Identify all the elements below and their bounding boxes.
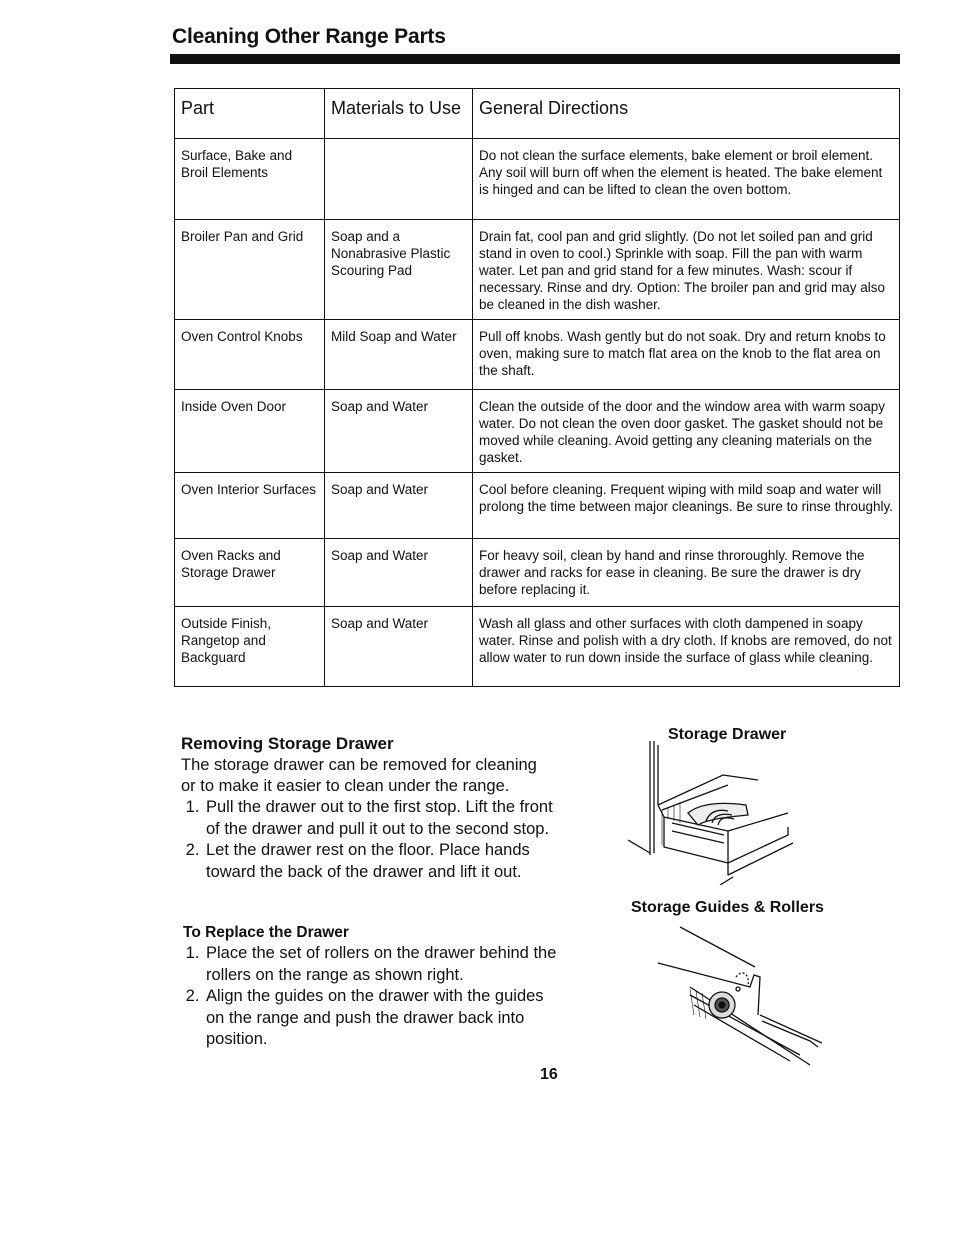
page-title: Cleaning Other Range Parts [172, 25, 446, 48]
cell-materials: Soap and Water [325, 473, 473, 539]
cell-part: Surface, Bake and Broil Elements [175, 139, 325, 220]
table-row [175, 473, 900, 539]
cell-part: Outside Finish, Rangetop and Backguard [175, 607, 325, 687]
cell-materials: Soap and Water [325, 539, 473, 607]
storage-drawer-illustration [628, 735, 803, 885]
cell-directions: Pull off knobs. Wash gently but do not soak. Dry and return knobs to oven, making sure to match flat area on the knob to the flat area on the shaft. [473, 320, 900, 390]
replacing-heading: To Replace the Drawer [183, 924, 349, 941]
guides-figure-label: Storage Guides & Rollers [631, 899, 824, 916]
cleaning-table [174, 88, 900, 687]
cell-materials: Mild Soap and Water [325, 320, 473, 390]
table-header-row [175, 89, 900, 139]
cell-part: Broiler Pan and Grid [175, 220, 325, 320]
cell-directions: Do not clean the surface elements, bake element or broil element. Any soil will burn off when the element is heated. The bake element is hinged and can be lifted to clean the oven bottom. [473, 139, 900, 220]
cell-directions: For heavy soil, clean by hand and rinse throroughly. Remove the drawer and racks for ease in cleaning. Be sure the drawer is dry before replacing it. [473, 539, 900, 607]
cell-part: Oven Interior Surfaces [175, 473, 325, 539]
table-row [175, 390, 900, 473]
table-row [175, 220, 900, 320]
table-row [175, 320, 900, 390]
cell-materials: Soap and Water [325, 390, 473, 473]
list-item: 1. Pull the drawer out to the first stop. Lift the front of the drawer and pull it out to the second stop. [204, 797, 566, 840]
header-directions: General Directions [473, 89, 900, 139]
cell-materials: Soap and Water [325, 607, 473, 687]
page-number: 16 [540, 1066, 558, 1083]
list-item: 1. Place the set of rollers on the drawer behind the rollers on the range as shown right. [204, 943, 566, 986]
guides-rollers-illustration [650, 925, 830, 1070]
table-row [175, 139, 900, 220]
cell-part: Inside Oven Door [175, 390, 325, 473]
cell-directions: Clean the outside of the door and the window area with warm soapy water. Do not clean the oven door gasket. The gasket should not be moved while cleaning. Avoid getting any cleaning materials on the gasket. [473, 390, 900, 473]
header-part: Part [175, 89, 325, 139]
table-row [175, 607, 900, 687]
removing-heading: Removing Storage Drawer [181, 734, 394, 753]
cell-part: Oven Control Knobs [175, 320, 325, 390]
cell-materials [325, 139, 473, 220]
cell-directions: Drain fat, cool pan and grid slightly. (Do not let soiled pan and grid stand in oven to cool.) Sprinkle with soap. Fill the pan with warm water. Let pan and grid stand for a few minutes. Wash: scour if necessary. Rinse and dry. Option: The broiler pan and grid may also be cleaned in the dish washer. [473, 220, 900, 320]
cell-part: Oven Racks and Storage Drawer [175, 539, 325, 607]
title-rule [170, 54, 900, 64]
cell-materials: Soap and a Nonabrasive Plastic Scouring Pad [325, 220, 473, 320]
cell-directions: Wash all glass and other surfaces with cloth dampened in soapy water. Rinse and polish with a dry cloth. If knobs are removed, do not allow water to run down inside the surface of glass while cleaning. [473, 607, 900, 687]
list-item: 2. Align the guides on the drawer with the guides on the range and push the drawer back into position. [204, 986, 566, 1051]
header-materials: Materials to Use [325, 89, 473, 139]
cell-directions: Cool before cleaning. Frequent wiping with mild soap and water will prolong the time between major cleanings. Be sure to rinse throughly. [473, 473, 900, 539]
replacing-steps [181, 943, 566, 1051]
table-row [175, 539, 900, 607]
list-item: 2. Let the drawer rest on the floor. Place hands toward the back of the drawer and lift it out. [204, 840, 566, 883]
removing-steps [181, 797, 566, 883]
removing-intro: The storage drawer can be removed for cleaning or to make it easier to clean under the range. [181, 756, 537, 795]
drawer-figure-label: Storage Drawer [668, 726, 787, 743]
